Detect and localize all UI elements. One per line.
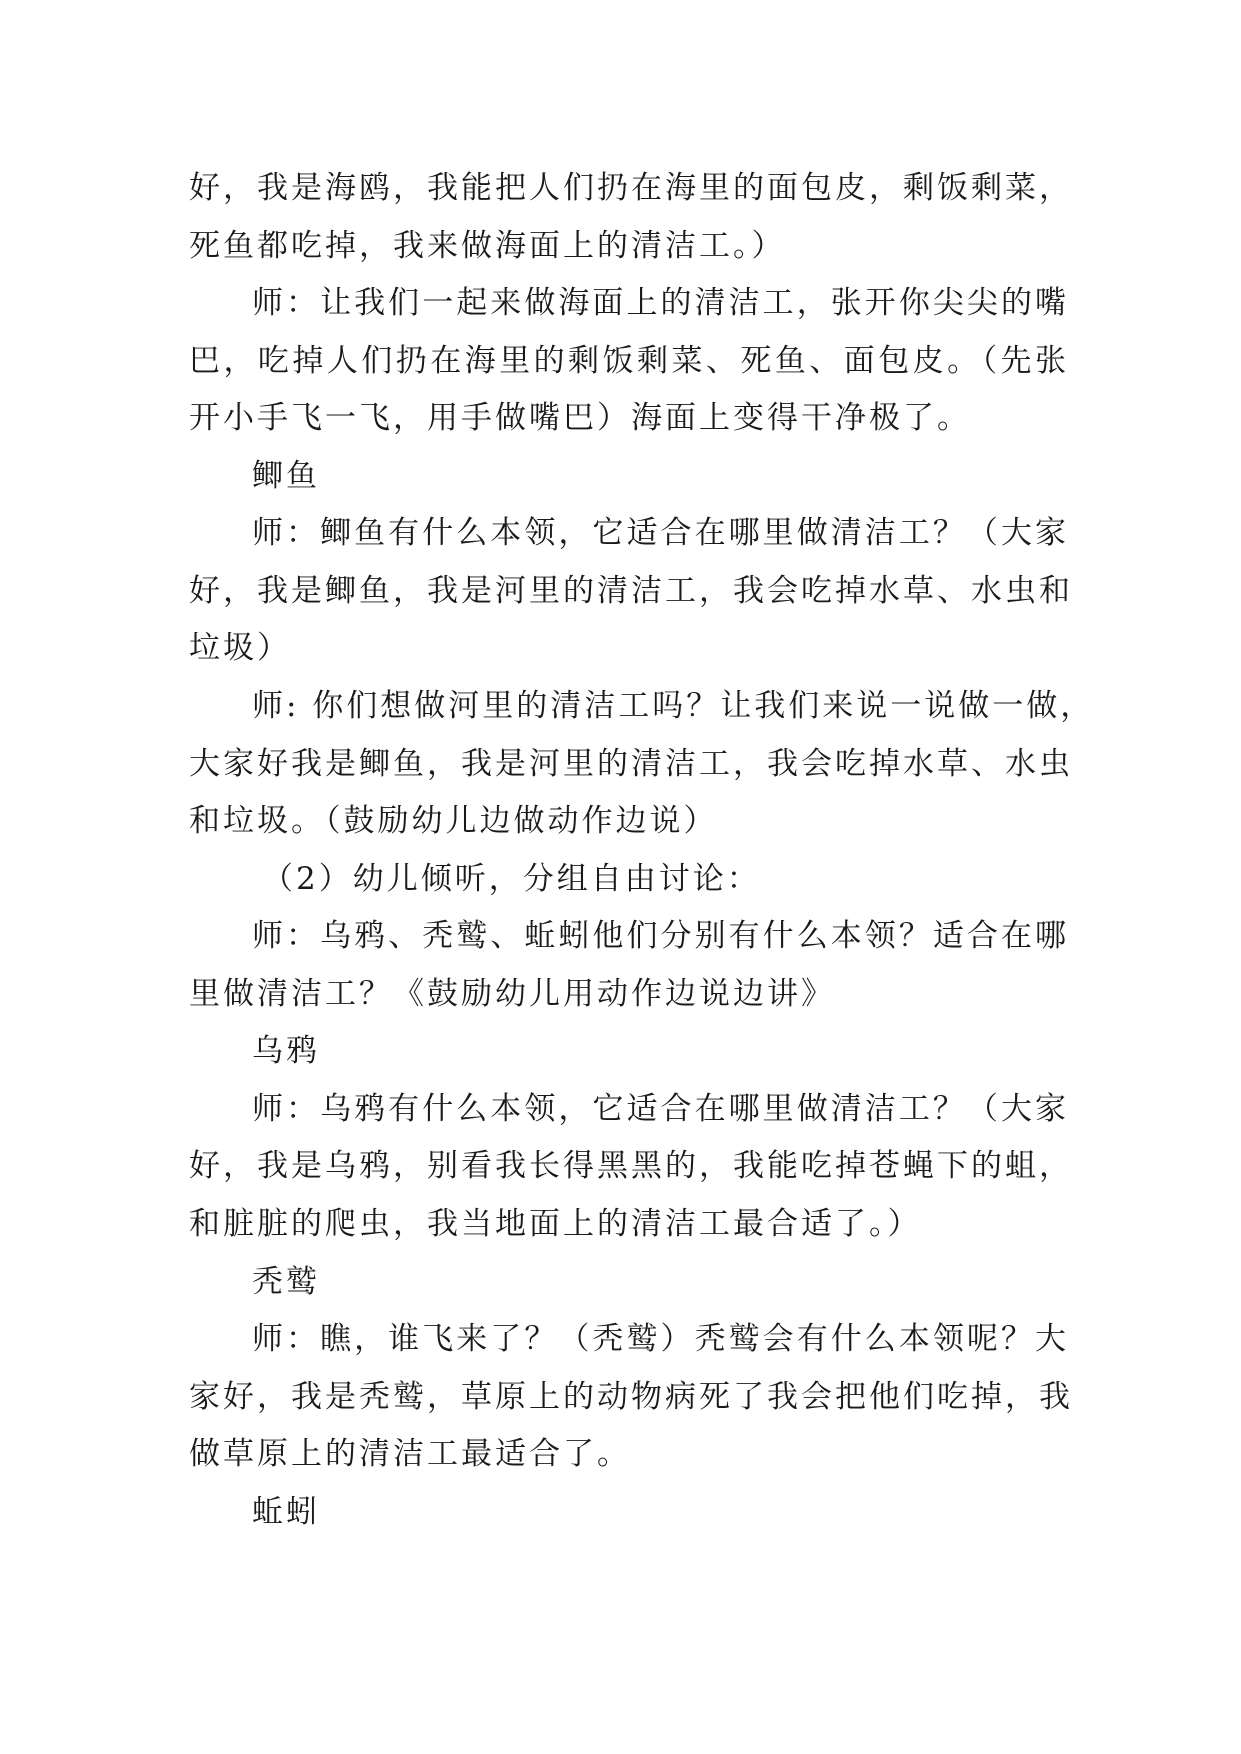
text-line: 师：让我们一起来做海面上的清洁工，张开你尖尖的嘴 bbox=[252, 285, 1069, 321]
section-heading: 秃鹫 bbox=[252, 1264, 320, 1300]
text-line: 师: 你们想做河里的清洁工吗？让我们来说一说做一做， bbox=[252, 688, 1095, 724]
text-line: 和脏脏的爬虫，我当地面上的清洁工最合适了。） bbox=[189, 1206, 922, 1242]
text-line: 好，我是鲫鱼，我是河里的清洁工，我会吃掉水草、水虫和 bbox=[189, 573, 1073, 609]
text-line: 开小手飞一飞，用手做嘴巴）海面上变得干净极了。 bbox=[189, 400, 971, 436]
section-heading: 蚯蚓 bbox=[252, 1494, 320, 1530]
text-line: 师：乌鸦有什么本领，它适合在哪里做清洁工？（大家 bbox=[252, 1091, 1069, 1127]
text-line: （2）幼儿倾听，分组自由讨论： bbox=[262, 861, 761, 897]
text-line: 死鱼都吃掉，我来做海面上的清洁工。） bbox=[189, 228, 786, 264]
text-line: 和垃圾。（鼓励幼儿边做动作边说） bbox=[189, 803, 718, 839]
text-line: 师：乌鸦、秃鹫、蚯蚓他们分别有什么本领？适合在哪 bbox=[252, 918, 1069, 954]
text-line: 好，我是海鸥，我能把人们扔在海里的面包皮，剩饭剩菜， bbox=[189, 170, 1073, 206]
text-line: 大家好我是鲫鱼，我是河里的清洁工，我会吃掉水草、水虫 bbox=[189, 746, 1073, 782]
section-heading: 乌鸦 bbox=[252, 1033, 320, 1069]
text-line: 做草原上的清洁工最适合了。 bbox=[189, 1436, 631, 1472]
text-line: 师：鲫鱼有什么本领，它适合在哪里做清洁工？（大家 bbox=[252, 515, 1069, 551]
section-heading: 鲫鱼 bbox=[252, 458, 320, 494]
text-line: 垃圾） bbox=[189, 630, 291, 666]
text-line: 家好，我是秃鹫，草原上的动物病死了我会把他们吃掉，我 bbox=[189, 1379, 1073, 1415]
text-line: 好，我是乌鸦，别看我长得黑黑的，我能吃掉苍蝇下的蛆， bbox=[189, 1148, 1073, 1184]
text-line: 师：瞧，谁飞来了？（秃鹫）秃鹫会有什么本领呢？大 bbox=[252, 1321, 1069, 1357]
text-line: 巴，吃掉人们扔在海里的剩饭剩菜、死鱼、面包皮。（先张 bbox=[189, 343, 1069, 379]
text-line: 里做清洁工？《鼓励幼儿用动作边说边讲》 bbox=[189, 976, 835, 1012]
